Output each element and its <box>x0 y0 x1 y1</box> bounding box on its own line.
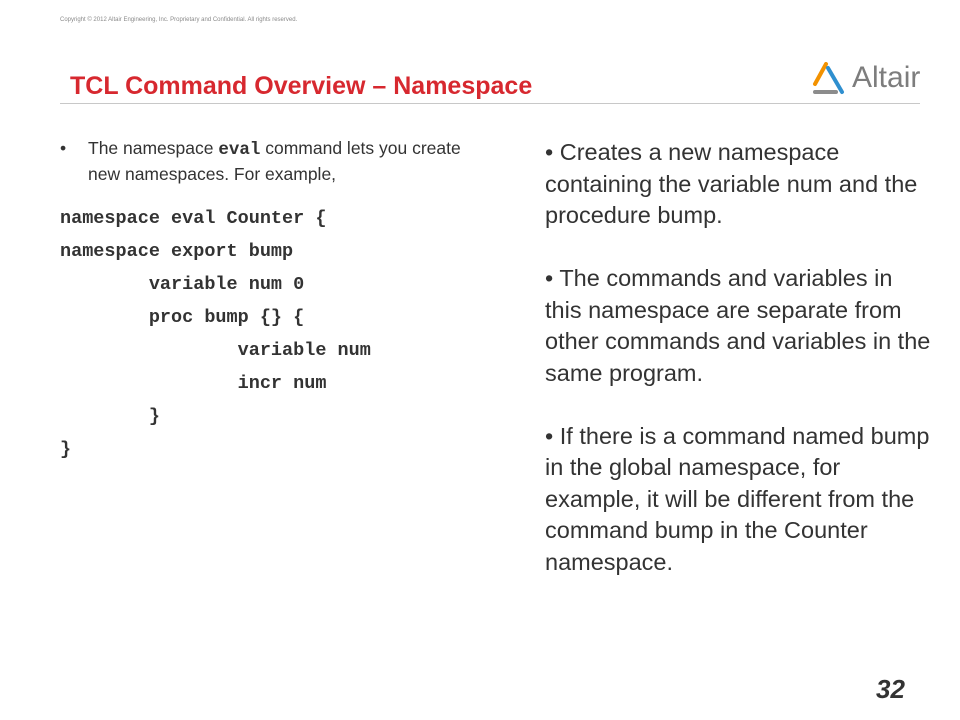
explanation-point: • Creates a new namespace containing the variable num and the procedure bump. <box>545 139 918 228</box>
explanation-point: • The commands and variables in this namespace are separate from other commands and variables in the same program. <box>545 265 931 386</box>
right-column <box>545 137 935 610</box>
code-line: } <box>60 439 72 460</box>
code-line: namespace export bump <box>60 241 294 262</box>
code-line: variable num <box>60 340 371 361</box>
code-block <box>60 202 490 466</box>
intro-text-before: The namespace <box>88 138 219 158</box>
intro-text-after: command lets you create new namespaces. For example, <box>88 138 461 184</box>
left-column <box>60 136 490 466</box>
altair-logo <box>812 60 922 100</box>
header-divider <box>60 103 920 104</box>
code-line: incr num <box>60 373 327 394</box>
page-number: 32 <box>876 674 905 704</box>
code-line: } <box>60 406 160 427</box>
explanation-point: • If there is a command named bump in the global namespace, for example, it will be different from the command bump in the Counter namespace. <box>545 422 930 575</box>
code-line: proc bump {} { <box>60 307 305 328</box>
altair-triangle-logo-icon <box>812 62 848 96</box>
code-line: namespace eval Counter { <box>60 208 327 229</box>
slide-title: TCL Command Overview – Namespace <box>70 72 533 100</box>
intro-code-keyword: eval <box>218 140 261 160</box>
logo-wordmark: Altair <box>852 61 921 94</box>
copyright-notice: Copyright © 2012 Altair Engineering, Inc. Proprietary and Confidential. All rights reserved. <box>60 17 298 23</box>
intro-bullet <box>60 136 490 186</box>
code-line: variable num 0 <box>60 274 305 295</box>
bullet-marker: • <box>60 138 67 158</box>
